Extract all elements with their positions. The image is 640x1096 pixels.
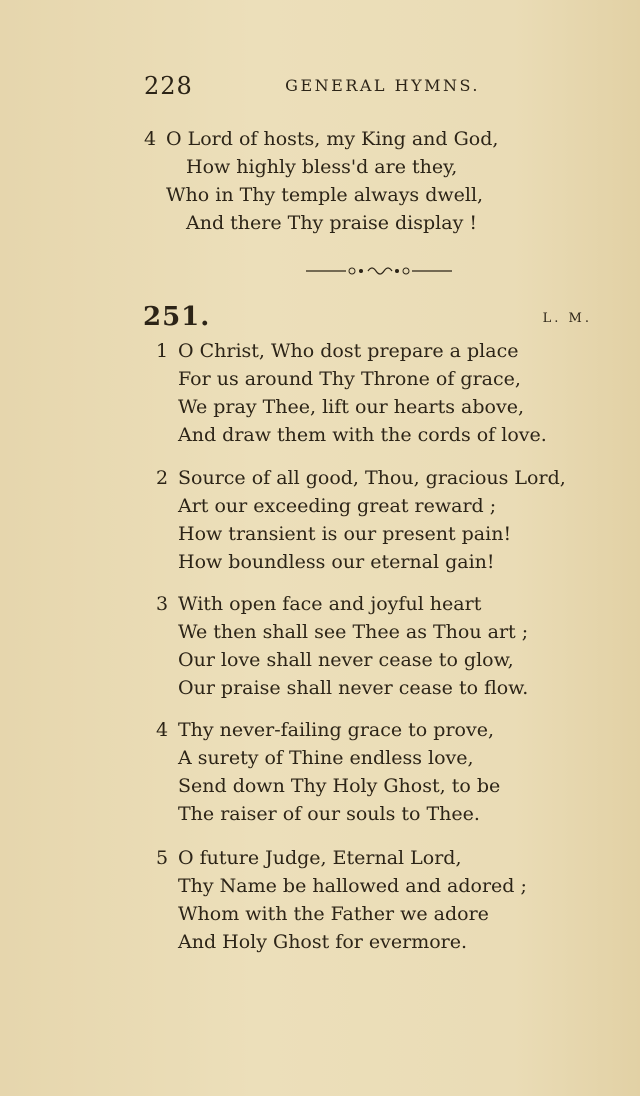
stanza-number: 4 xyxy=(156,719,169,741)
stanza-number: 4 xyxy=(144,128,157,150)
stanza-5 xyxy=(156,844,527,956)
ornament-divider-icon xyxy=(306,263,452,279)
stanza-number: 1 xyxy=(156,340,169,362)
verse-line: And draw them with the cords of love. xyxy=(178,424,547,446)
verse-line: And there Thy praise display ! xyxy=(186,212,477,234)
stanza-number: 5 xyxy=(156,847,169,869)
page-number: 228 xyxy=(144,72,193,100)
verse-line: O Lord of hosts, my King and God, xyxy=(166,128,499,150)
verse-line: How boundless our eternal gain! xyxy=(178,551,495,573)
verse-line: Whom with the Father we adore xyxy=(178,903,489,925)
hymn-meter: L. M. xyxy=(542,311,592,326)
verse-line: Send down Thy Holy Ghost, to be xyxy=(178,775,501,797)
verse-line: We pray Thee, lift our hearts above, xyxy=(178,396,525,418)
stanza-4 xyxy=(156,716,501,828)
verse-line: Our praise shall never cease to flow. xyxy=(178,677,529,699)
verse-line: We then shall see Thee as Thou art ; xyxy=(178,621,529,643)
verse-line: How highly bless'd are they, xyxy=(186,156,458,178)
page-header xyxy=(144,72,480,102)
verse-line: A surety of Thine endless love, xyxy=(178,747,474,769)
verse-line: Our love shall never cease to glow, xyxy=(178,649,514,671)
verse-line: The raiser of our souls to Thee. xyxy=(178,803,480,825)
continued-stanza xyxy=(144,125,499,237)
verse-line: How transient is our present pain! xyxy=(178,523,512,545)
verse-line: With open face and joyful heart xyxy=(178,593,482,615)
stanza-number: 2 xyxy=(156,467,169,489)
verse-line: For us around Thy Throne of grace, xyxy=(178,368,521,390)
verse-line: O Christ, Who dost prepare a place xyxy=(178,340,519,362)
stanza-3 xyxy=(156,590,529,702)
hymn-number: 251. xyxy=(143,302,211,332)
verse-line: Who in Thy temple always dwell, xyxy=(166,184,484,206)
stanza-1 xyxy=(156,337,547,449)
verse-line: And Holy Ghost for evermore. xyxy=(178,931,468,953)
verse-line: Art our exceeding great reward ; xyxy=(178,495,497,517)
verse-line: Thy never-failing grace to prove, xyxy=(178,719,494,741)
running-title: GENERAL HYMNS. xyxy=(285,76,480,95)
verse-line: Source of all good, Thou, gracious Lord, xyxy=(178,467,566,489)
stanza-number: 3 xyxy=(156,593,169,615)
stanza-2 xyxy=(156,464,566,576)
verse-line: Thy Name be hallowed and adored ; xyxy=(178,875,527,897)
verse-line: O future Judge, Eternal Lord, xyxy=(178,847,462,869)
